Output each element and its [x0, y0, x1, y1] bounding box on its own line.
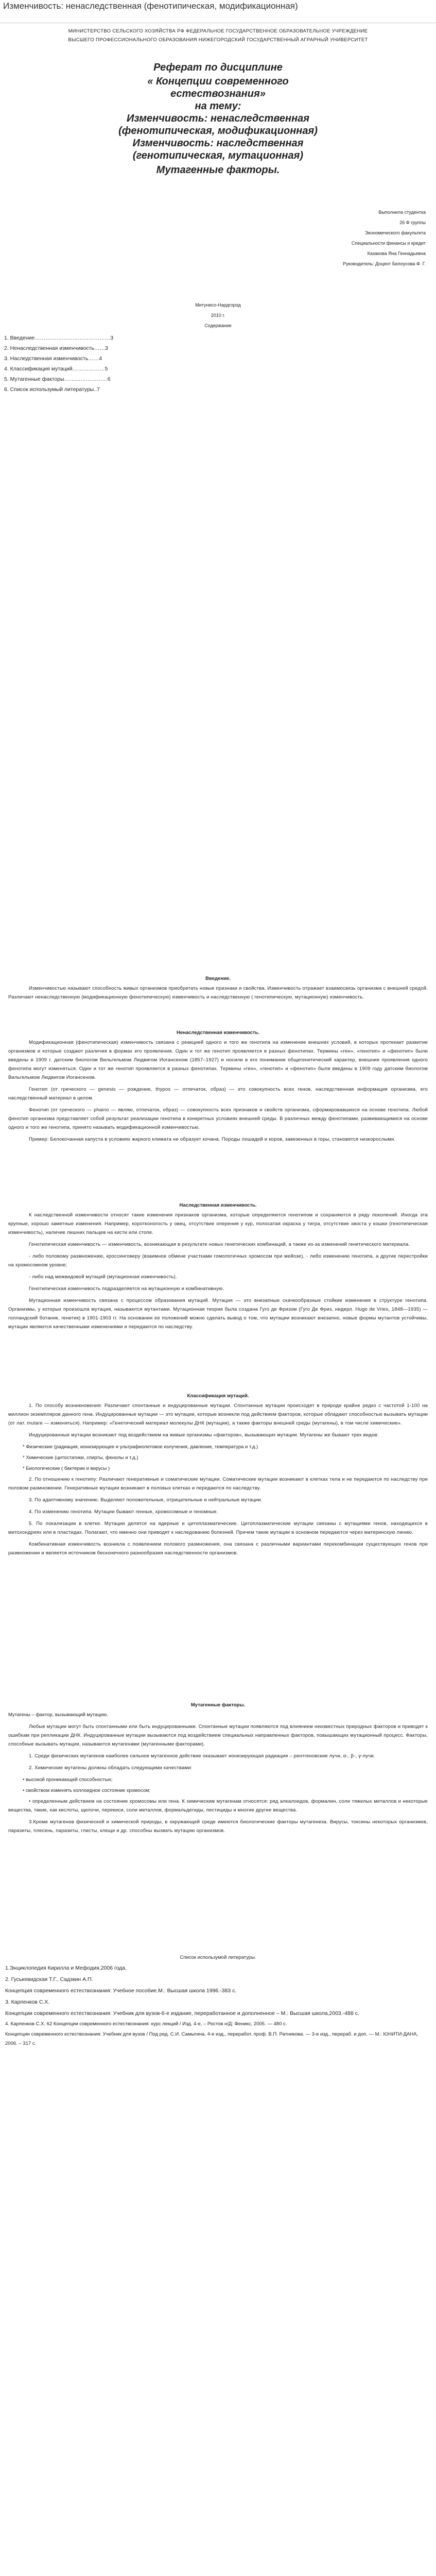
toc-item: 2. Ненаследственная изменчивость……3	[4, 345, 108, 351]
ministry-heading: МИНИСТЕРСТВО СЕЛЬСКОГО ХОЗЯЙСТВА РФ ФЕДЕРАЛЬНОЕ ГОСУДАРСТВЕННОЕ ОБРАЗОВАТЕЛЬНОЕ УЧРЕЖДЕНИЕ ВЫСШЕГО ПРОФЕССИОНАЛЬНОГО ОБРАЗОВАНИЯ НИЖЕГОРОДСКИЙ ГОСУДАРСТВЕННЫЙ АГРАРНЫЙ УНИВЕРСИТЕТ	[68, 28, 368, 43]
title-line-6: Мутагенные факторы.	[156, 164, 280, 176]
title-line-4: Изменчивость: ненаследственная (фенотипическая, модификационная)	[118, 113, 318, 137]
nonhereditary-section	[0, 1028, 436, 1147]
section-title: Мутагенные факторы.	[190, 1702, 246, 1708]
paragraph: Комбинативная изменчивость возникла с появлением полового размножения, она связана с различными вариантами перекомбинации существующих генов при размножении и является источником бесконечного разнообразия наследственности организмов.	[8, 1541, 428, 1556]
paragraph: - либо над межвидовой мутаций (мутационная изменчивость).	[29, 1274, 177, 1280]
list-item: * Биологические ( бактерии и вирусы )	[23, 1466, 110, 1471]
paragraph: • определенным действием на состояние хромосомы или гена. К химическим мутагенам относятся: ряд алкалоидов, формалин, соли тяжелых металлов и некоторые вещества, такие, как кислоты, щелочи, перекиси, соли металлов, формальдегиды, пестициды и многие другие вещества.	[8, 1799, 428, 1813]
paragraph: Любые мутации могут быть спонтанными или быть индуцированными. Спонтанные мутации появляются под влиянием неизвестных природных факторов и приводят к ошибкам при репликации ДНК. Индуцированные мутации вызываются под воздействием специальных направленных факторов, повышающих мутационный процесс. Факторы, способные вызывать мутации, называются мутагенами (мутагенными факторами).	[8, 1724, 428, 1747]
paragraph: Индуцированные мутации возникают под воздействием на живые организмы «факторов», вызывающих мутации. Мутагены же бывают трех видов:	[29, 1432, 379, 1438]
classification-section	[0, 1391, 436, 1561]
reference-item: 4. Карпенков С.Х. 62 Концепции современного естествознания: курс лекций / Изд. 4-е, – Ростов н/Д: Феникс, 2005. — 480 с.	[5, 2021, 287, 2027]
toc-item: 6. Список использумый литературы..7	[4, 386, 100, 393]
author-line: Руководитель: Доцент Белоусова Ф. Г.	[342, 261, 426, 266]
section-title: Введение.	[205, 976, 231, 981]
page-title: Изменчивость: ненаследственная (фенотипическая, модификационная)	[3, 1, 298, 11]
author-line: Экономического факультета	[364, 230, 426, 235]
mutagens-section	[0, 1700, 436, 1838]
author-line: Казакова Яна Геннадьевна	[367, 251, 426, 256]
paragraph: Генотипическая изменчивость подразделяется на мутационную и комбинативную.	[29, 1286, 224, 1292]
section-title: Классификация мутаций.	[187, 1393, 249, 1399]
hereditary-section	[0, 1200, 436, 1334]
paragraph: 3.Кроме мутагенов физической и химической природы, в окружающей среде имеются биологические факторы мутагенеза. Вирусы, токсины некоторых организмов, паразиты, плесень, паразиты, глисты, клещи и др. способны вызвать мутацию организмов.	[8, 1819, 428, 1834]
title-line-2: « Концепции современного естествознания»	[147, 76, 289, 99]
title-line-1: Реферат по дисциплине	[153, 62, 283, 73]
paragraph: Генотип (от греческого — genesis — рождение, thypos — отпечаток, образ) — это совокупность всех генов, наследственная информация организма, его наследственный материал в целом.	[8, 1087, 428, 1101]
paragraph: Пример: Белокочанная капуста в условиях жаркого климата не образует кочана. Породы лошадей и коров, завезенных в горы, становятся низкорослыми.	[29, 1137, 396, 1142]
paragraph: 1. По способу возникновения: Различают спонтанные и индуцированные мутации. Спонтанные мутации происходят в природе крайне редко с частотой 1-100 на миллион экземпляров данного гена. Индуцированные мутации — это мутации, которые возникли под действием факторов, которые обладают способностью вызывать мутации (от лат. mutare — изменяться). Например: «Генетический материал молекулы ДНК (мутации), а также факторы внешней среды (мутагены), в том числе химические».	[8, 1403, 428, 1426]
reference-item: 2. Гуськевидская Т.Г., Садзкин А.П.	[5, 1976, 93, 1982]
year-line: 2010 г.	[211, 313, 225, 318]
title-line-5: Изменчивость: наследственная (генотипическая, мутационная)	[132, 138, 304, 161]
section-title: Список использумой литературы.	[180, 1955, 256, 1960]
reference-item: Концепции современного естествознания: Учебник для вузов-6-е издание, переработанное и дополненное – М.: Высшая школа,2003.-488 с.	[5, 2010, 359, 2016]
toc-item: 5. Мутагенные факторы……………………6	[4, 376, 111, 382]
paragraph: 1. Среди физических мутагенов наиболее сильное мутагенное действие оказывает ионизирующая радиация – рентгеновские лучи, α-, β-, γ-лучи.	[29, 1753, 375, 1759]
paragraph: - либо половому размножению, кроссинговеру (взаимное обмене участками гомологичных хромосом при мейозе), - либо изменению генотипа, а другие перестройки на хромосомном уровне;	[8, 1253, 428, 1268]
paragraph: 4. По изменению генотипа. Мутации бывают генные, хромосомные и геномные.	[29, 1509, 218, 1515]
paragraph: 5. По локализации в клетке. Мутации делятся на ядерные и цитоплазматические. Цитоплазматические мутации связаны с мутациями генов, находящихся в митохондриях или в пластидах. Полагают, что именно они приводят к наследованию болезней. Причем такие мутации в основном передаются через материнскую линию.	[8, 1521, 428, 1535]
intro-section	[0, 974, 436, 1005]
author-line: 26 Ф группы	[399, 220, 426, 225]
list-item: • свойством изменять коллоидное состояние хромосом;	[23, 1788, 151, 1793]
author-line: Выполнила студентка	[378, 210, 426, 215]
paragraph: Модификационная (фенотипическая) изменчивость связана с реакцией одного и того же генотипа на изменение внешних условий, в которых протекает развитие организмов и которые создают различия в формах его проявления. Один и тот же генотип проявляется в разных фенотипах. Термины «ген», «генотип» и «фенотип» были введены в 1909 г. датским биологом Вильгельмом Людвигом Иогансеном (1857–1927) и носили в его понимании общегенетический характер, внешние проявления одного фенотипа могут изменяться. Один и тот же генотип проявляется в разных фенотипах. Термины «ген», «генотип» и «фенотип» были введены в 1909 году датским биологом Вильгельмом Людвигом Иогансеном.	[8, 1040, 428, 1080]
paragraph: Генотипическая изменчивость — изменчивость, возникающая в результате новых генетических комбинаций, а также из-за изменений генетического материала.	[29, 1242, 410, 1247]
paragraph: 3. По адаптивному значению. Выделяют положительные, отрицательные и нейтральные мутации.	[29, 1497, 263, 1503]
references-section	[0, 1953, 436, 2049]
toc-heading: Содержание	[204, 323, 232, 328]
reference-item: 1.Энциклопедия Кирилла и Мефодия,2006 года.	[5, 1965, 127, 1971]
paragraph: 2. Химические мутагены должны обладать следующими качествами:	[29, 1765, 193, 1771]
toc-item: 3. Наследственная изменчивость……4	[4, 355, 102, 362]
toc-item: 1. Введение……………………………………3	[4, 335, 114, 341]
section-title: Наследственная изменчивость.	[179, 1202, 257, 1208]
list-item: * Химические (цитостатики, спирты, фенолы и т.д.)	[23, 1455, 138, 1461]
paragraph: Фенотип (от греческого — phaino — являю, отпечаток, образ) — совокупность всех признаков и свойств организма, сформировавшихся на основе генотипа. Любой фенотип организма представляет собой результат реализации генотипа в конкретных условиях внешней среды. В различных между фенотипами, развивающимися на основе одного и того же генотипа, принято называть модификационной изменчивостью.	[8, 1107, 428, 1130]
title-block	[0, 61, 436, 176]
list-item: * Физические (радиация, ионизирующее и ультрафиолетовое излучения, давление, температура и т.д.)	[23, 1444, 258, 1450]
reference-item: Концепция современного естествознания: Учебное пособие.М.: Высшая школа 1996.-383 с.	[5, 1988, 237, 1994]
section-title: Ненаследственная изменчивость.	[177, 1030, 259, 1036]
paragraph: Мутагены – фактор, вызывающий мутацию.	[8, 1712, 108, 1718]
page-header	[0, 0, 436, 23]
table-of-contents	[4, 333, 436, 395]
paragraph: Изменчивостью называют способность живых организмов приобретать новые признаки и свойства. Изменчивость отражает взаимосвязь организма с внешней средой. Различают ненаследственную (модификационную фенотипическую) изменчивость и наследственную ( генотипическую, мутационную) изменчивость.	[8, 986, 428, 1000]
paragraph: К наследственной изменчивости относят такие изменения признаков организма, которые определяются генотипом и сохраняются в ряду поколений. Иногда эта крупные, хорошо заметные изменения. Например, коротконогость у овец, отсутствие оперения у кур, полосатая окраска у тигра, отсутствие хвоста у кошки (генотипическая изменчивость), наличие лишних пальцев на кисти или стопе.	[8, 1212, 428, 1235]
reference-item: 3. Карпенков С.Х.	[5, 1999, 50, 2005]
list-item: • высокой проникающей способностью;	[23, 1777, 113, 1783]
document	[0, 25, 436, 395]
paragraph: 2. По отношению к генотипу: Различают генеративные и соматические мутации. Соматические мутации возникают в клетках тела и не передаются по наследству при половом размножении. Генеративные мутации возникают в половых клетках и передаются по наследству.	[8, 1477, 428, 1491]
title-line-3: на тему:	[195, 100, 241, 112]
city-line: Митунисо-Нардгород	[195, 302, 241, 308]
reference-item: Концепции современного естествознания: Учебник для вузов / Под ред. С.И. Самыгина. 4-е изд., переработ. проф. В.П. Ратникова. — 3-е изд., перераб. и доп. — М.: ЮНИТИ-ДАНА, 2006. – 317 с.	[5, 2031, 418, 2046]
paragraph: Мутационная изменчивость связана с процессом образования мутаций. Мутация — это внезапные скачкообразные стойкие изменения в структуре генотипа. Организмы, у которых произошла мутация, называются мутантами. Мутационная теория была создана Гуго де Фризом (Гуго Де Фриз, нидерл. Hugo de Vries, 1848—1935) — голландский ботаник, генетик) в 1901-1903 гг. На основании ее положений можно сделать вывод о том, что мутации возникают внезапно, новые формы мутантов устойчивы, мутации являются качественными изменениями и передаются по наследству.	[8, 1298, 428, 1330]
toc-item: 4. Классификация мутаций………………5	[4, 366, 108, 372]
author-line: Специальности финансы и кредит	[351, 241, 426, 246]
author-block	[0, 207, 436, 269]
